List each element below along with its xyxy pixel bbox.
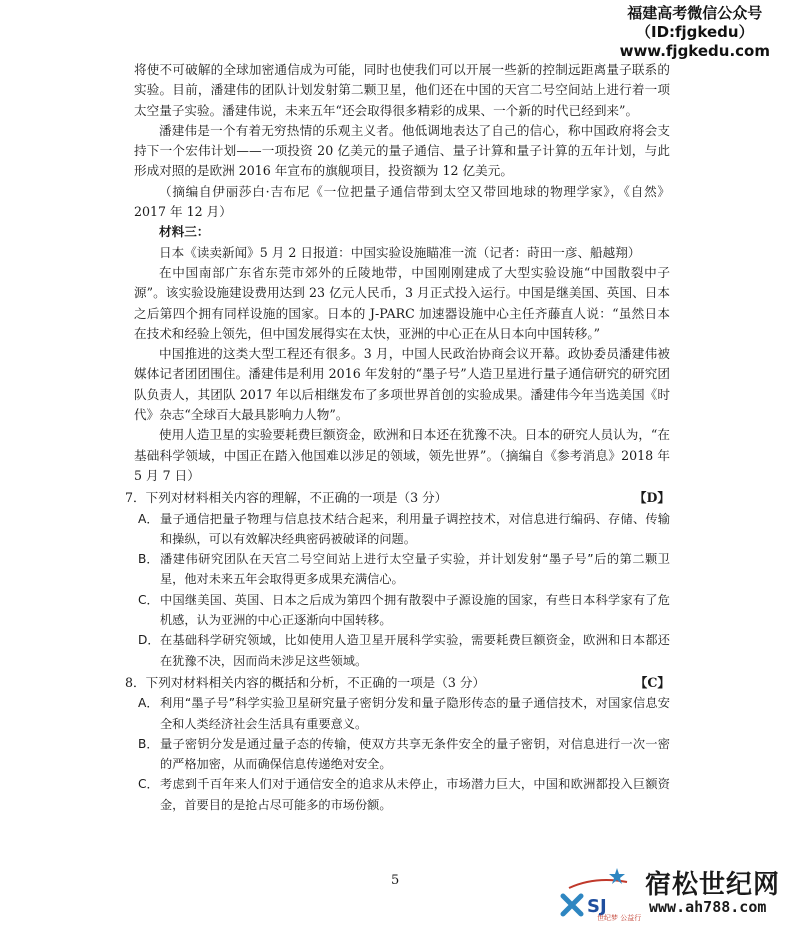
option-c [134,774,670,815]
option-a [134,693,670,734]
paragraph: 将使不可破解的全球加密通信成为可能，同时也使我们可以开展一些新的控制远距离量子联系的实验。目前，潘建伟的团队计划发射第二颗卫星，他们还在中国的天宫二号空间站上进行着一项太空量子实验。潘建伟说，未来五年“还会取得很多精彩的成果、一个新的时代已经到来”。 [134,62,670,118]
answer-key: 【D】 [633,490,670,506]
site-name: 宿松世纪网 [645,870,781,900]
logo-slogan: 世纪梦 公益行 [597,914,642,922]
watermark-line2: （ID:fjgkedu） [635,23,754,41]
question-8 [125,673,670,693]
paragraph: 潘建伟是一个有着无穷热情的乐观主义者。他低调地表达了自己的信心，称中国政府将会支持下一个宏伟计划——一项投资 20 亿美元的量子通信、量子计算和量子计算的五年计划，与此形成对照的是欧洲 2016 年宣布的旗舰项目，投资额为 12 亿美元。 [134,122,670,179]
option-d [134,630,670,671]
option-letter: B． [138,552,159,567]
option-text: 中国继美国、英国、日本之后成为第四个拥有散裂中子源设施的国家，有些日本科学家有了危机感，认为亚洲的中心正逐渐向中国转移。 [160,592,670,628]
watermark-line3: www.fjgkedu.com [619,42,770,60]
option-letter: A． [138,696,159,711]
watermark-line1: 福建高考微信公众号 [627,4,763,22]
answer-key: 【C】 [634,674,670,690]
question-stem: 7．下列对材料相关内容的理解，不正确的一项是（3 分） [125,490,448,506]
paragraph: 使用人造卫星的实验要耗费巨额资金，欧洲和日本还在犹豫不决。日本的研究人员认为，“在基础科学领域，中国正在踏入他国难以涉足的领域，领先世界”。（摘编自《参考消息》2018 年 5 月 7 日） [134,427,670,483]
option-b [134,734,670,775]
option-letter: D． [138,633,160,648]
watermark [620,4,770,61]
option-letter: B． [138,736,159,751]
option-text: 利用“墨子号”科学实验卫星研究量子密钥分发和量子隐形传态的量子通信技术，对国家信息安全和人类经济社会生活具有重要意义。 [160,696,670,731]
option-a [134,509,670,550]
option-c [134,590,670,631]
page-number: 5 [391,873,400,888]
site-logo [555,858,792,925]
section-heading: 材料三： [159,224,210,240]
paragraph: 在中国南部广东省东莞市郊外的丘陵地带，中国刚刚建成了大型实验设施“中国散裂中子源”。该实验设施建设费用达到 23 亿元人民币，3 月正式投入运行。中国是继美国、英国、日本之后第四个拥有同样设施的国家。日本的 J-PARC 加速器设施中心主任齐藤直人说：“虽然日本在技术和经验上领先，但中国发展得实在太快，亚洲的中心正在从日本向中国转移。” [134,264,670,341]
logo-mark-text: SJ [587,896,607,917]
option-text: 量子密钥分发是通过量子态的传输，使双方共享无条件安全的量子密钥，对信息进行一次一密的严格加密，从而确保信息传递绝对安全。 [160,736,670,772]
paragraph: 中国推进的这类大型工程还有很多。3 月，中国人民政治协商会议开幕。政协委员潘建伟被媒体记者团团围住。潘建伟是利用 2016 年发射的“墨子号”人造卫星进行量子通信研究的研究团队负责人，其团队 2017 年以后相继发布了多项世界首创的实验成果。潘建伟今年当选美国《时代》杂志“全球百大最具影响力人物”。 [134,346,670,423]
document-body [125,60,670,815]
option-text: 量子通信把量子物理与信息技术结合起来，利用量子调控技术，对信息进行编码、存储、传输和操纵，可以有效解决经典密码被破译的问题。 [160,511,670,546]
question-7 [125,488,670,508]
option-letter: C． [138,592,159,607]
option-b [134,549,670,590]
paragraph: 日本《读卖新闻》5 月 2 日报道：中国实验设施瞄准一流（记者：莳田一彦、船越翔） [159,244,641,260]
citation: （摘编自伊丽莎白·吉布尼《一位把量子通信带到太空又带回地球的物理学家》，《自然》2017 年 12 月） [134,183,670,220]
option-text: 考虑到千百年来人们对于通信安全的追求从未停止，市场潜力巨大，中国和欧洲都投入巨额资金，首要目的是抢占尽可能多的市场份额。 [160,777,670,812]
question-stem: 8．下列对材料相关内容的概括和分析，不正确的一项是（3 分） [125,674,486,690]
option-letter: A． [138,511,159,526]
option-text: 潘建伟研究团队在天宫二号空间站上进行太空量子实验，并计划发射“墨子号”后的第二颗卫星，他对未来五年会取得更多成果充满信心。 [160,552,670,587]
site-url: www.ah788.com [649,898,767,916]
option-text: 在基础科学研究领域，比如使用人造卫星开展科学实验，需要耗费巨额资金，欧洲和日本都还在犹豫不决，因而尚未涉足这些领域。 [160,633,670,668]
option-letter: C． [138,777,159,792]
